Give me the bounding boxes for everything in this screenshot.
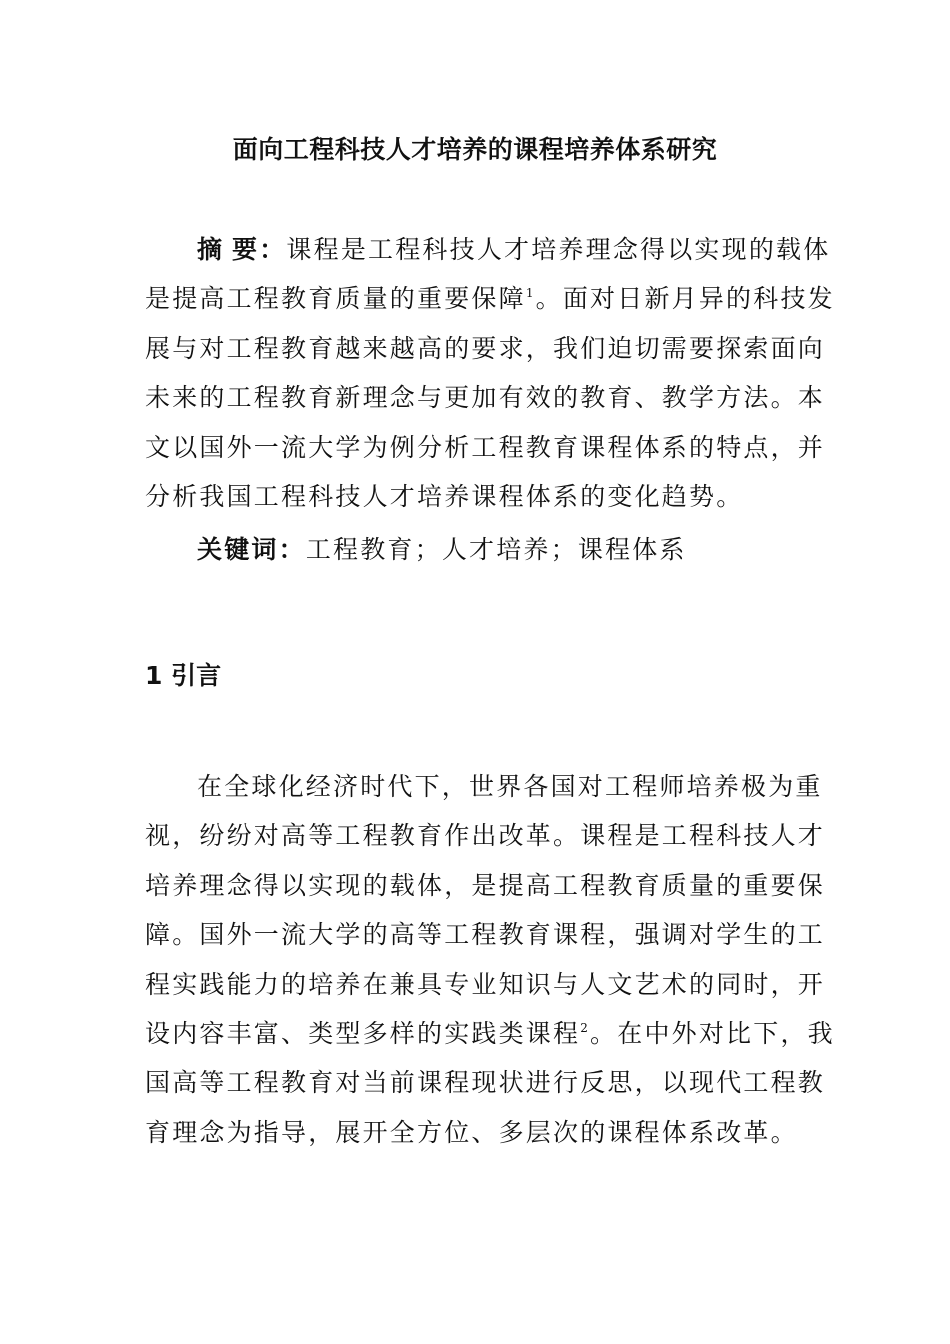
keywords-label: 关键词： <box>197 535 306 564</box>
intro-line-4: 障。国外一流大学的高等工程教育课程，强调对学生的工 <box>145 920 826 950</box>
abstract-line-4: 未来的工程教育新理念与更加有效的教育、教学方法。本 <box>145 383 826 413</box>
abstract-line-2 <box>145 274 835 323</box>
intro-line-5: 程实践能力的培养在兼具专业知识与人文艺术的同时，开 <box>145 969 826 999</box>
intro-line-3: 培养理念得以实现的载体，是提高工程教育质量的重要保 <box>145 870 826 900</box>
intro-line-2: 视，纷纷对高等工程教育作出改革。课程是工程科技人才 <box>145 821 826 851</box>
abstract-line-5: 文以国外一流大学为例分析工程教育课程体系的特点，并 <box>145 432 826 462</box>
abstract-label-char-1: 摘 <box>197 235 233 264</box>
intro-line-8: 育理念为指导，展开全方位、多层次的课程体系改革。 <box>145 1117 798 1147</box>
intro-text: 。在中外对比下，我 <box>590 1019 835 1049</box>
abstract-text: 课程是工程科技人才培养理念得以实现的载体 <box>286 235 831 264</box>
intro-line-1: 在全球化经济时代下，世界各国对工程师培养极为重 <box>197 772 823 801</box>
keywords-paragraph <box>145 525 807 574</box>
abstract-paragraph <box>145 225 835 521</box>
intro-paragraph <box>145 762 835 1157</box>
abstract-text: 。面对日新月异的科技发 <box>535 284 835 314</box>
abstract-line-6: 分析我国工程科技人才培养课程体系的变化趋势。 <box>145 482 744 512</box>
intro-line-7: 国高等工程教育对当前课程现状进行反思，以现代工程教 <box>145 1068 826 1098</box>
abstract-label <box>197 235 286 264</box>
footnote-ref[interactable]: 2 <box>580 1021 591 1036</box>
abstract-label-char-2: 要： <box>232 235 287 264</box>
footnote-ref[interactable]: 1 <box>525 286 536 301</box>
abstract-line-3: 展与对工程教育越来越高的要求，我们迫切需要探索面向 <box>145 333 826 363</box>
section-heading: 1 引言 <box>145 661 222 690</box>
document-title: 面向工程科技人才培养的课程培养体系研究 <box>232 135 718 164</box>
intro-line-6 <box>145 1009 835 1058</box>
abstract-text: 是提高工程教育质量的重要保障 <box>145 284 526 314</box>
keywords-line <box>145 525 807 574</box>
keywords-text: 工程教育；人才培养；课程体系 <box>305 535 687 564</box>
abstract-line-1 <box>145 225 831 274</box>
intro-text: 设内容丰富、类型多样的实践类课程 <box>145 1019 581 1049</box>
